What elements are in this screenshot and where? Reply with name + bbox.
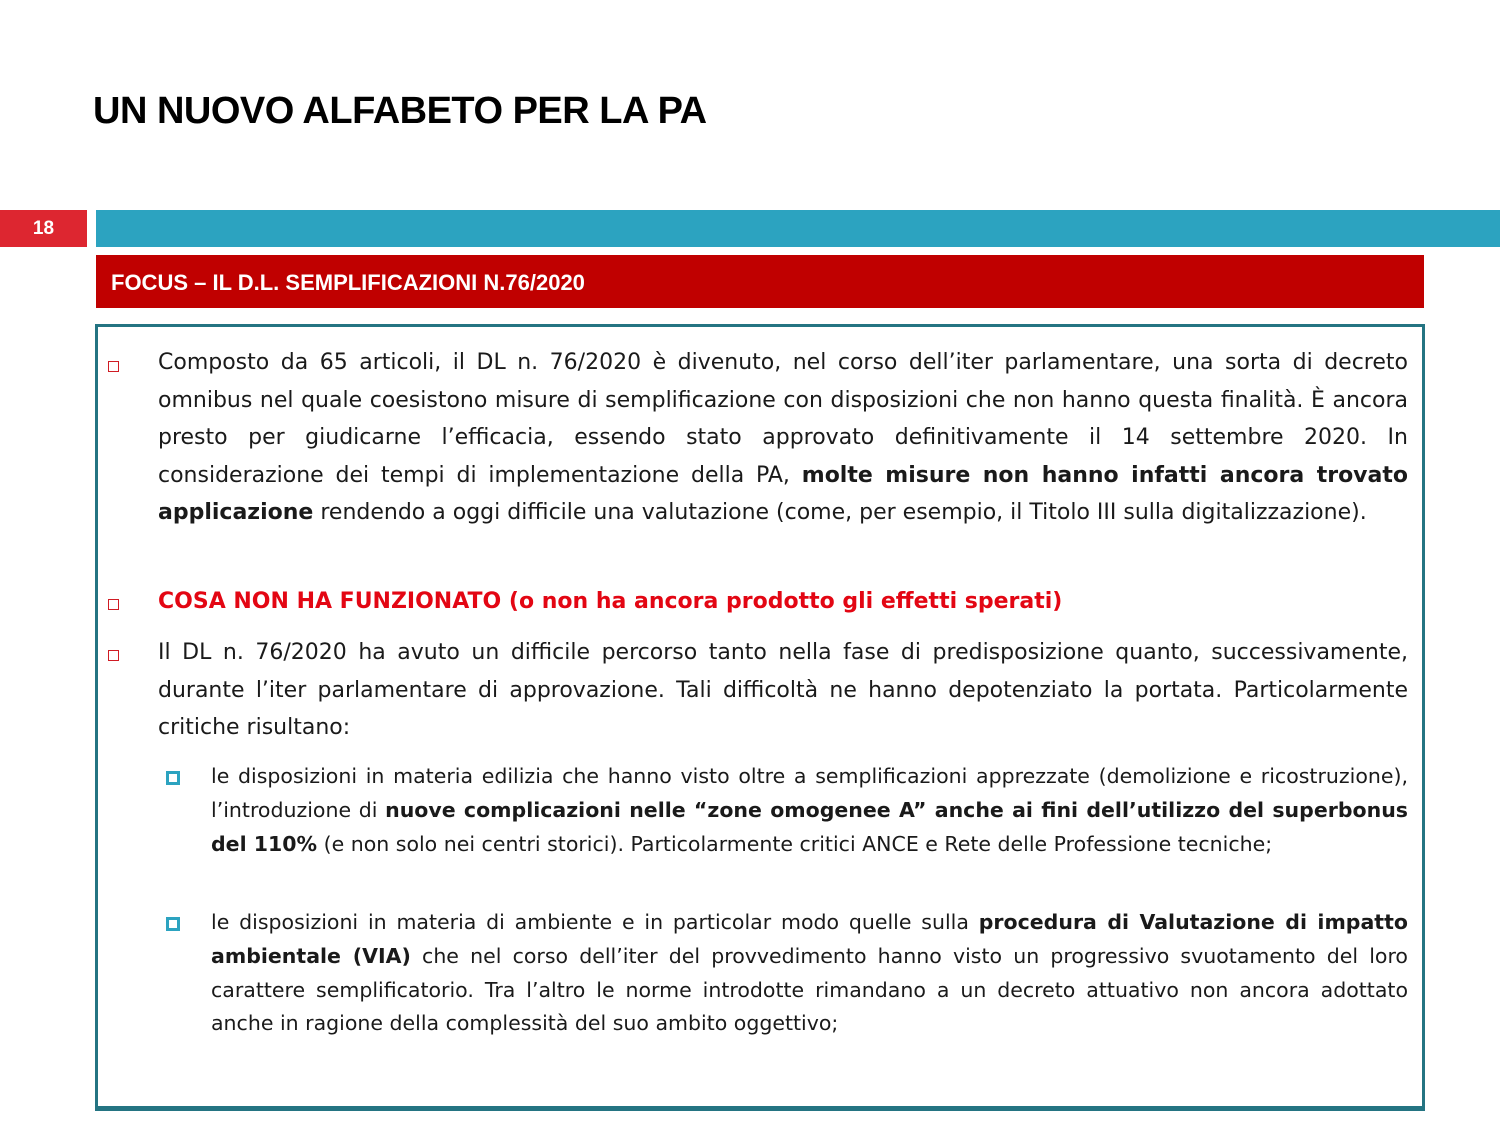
bullet-text: rendendo a oggi difficile una valutazione (come, per esempio, il Titolo III sulla digitalizzazione). [313,500,1367,525]
bullet-item-composition [158,344,1408,532]
filled-square-bullet-icon [166,771,180,785]
square-bullet-icon [108,650,119,661]
content-box [95,324,1425,1111]
bullet-text: Il DL n. 76/2020 ha avuto un difficile percorso tanto nella fase di predisposizione quanto, successivamente, durante l’iter parlamentare di approvazione. Tali difficoltà ne hanno depotenziato la portata. Particolarmente critiche risultano: [158,640,1408,740]
sub-item-text: le disposizioni in materia edilizia che hanno visto oltre a semplificazioni apprezzate (demolizione e ricostruzione), l’introduzione di [211,764,1408,822]
sub-item-bold-text: procedura di Valutazione di impatto ambientale (VIA) [211,910,1408,968]
sub-item-text: (e non solo nei centri storici). Particolarmente critici ANCE e Rete delle Professione tecniche; [317,831,1273,856]
bullet-text: Composto da 65 articoli, il DL n. 76/2020 è divenuto, nel corso dell’iter parlamentare, una sorta di decreto omnibus nel quale coesistono misure di semplificazione con disposizioni che non hanno questa finalità. È ancora presto per giudicarne l’efficacia, essendo stato approvato definitivamente il 14 settembre 2020. In considerazione dei tempi di implementazione della PA, [158,350,1408,488]
accent-bar [96,210,1500,247]
section-heading: COSA NON HA FUNZIONATO (o non ha ancora prodotto gli effetti sperati) [158,589,1063,614]
sub-item-text: che nel corso dell’iter del provvedimento hanno visto un progressivo svuotamento del loro carattere semplificatorio. Tra l’altro le norme introdotte rimandano a un decreto attuativo non ancora adottato anche in ragione della complessità del suo ambito oggettivo; [211,943,1408,1036]
square-bullet-icon [108,599,119,610]
page-number: 18 [0,210,87,247]
focus-heading-bar [96,255,1424,308]
bullet-item-what-failed [158,583,1408,621]
sub-item-environment [211,906,1408,1041]
sub-item-text: le disposizioni in materia di ambiente e in particolar modo quelle sulla [211,910,979,934]
focus-heading: FOCUS – IL D.L. SEMPLIFICAZIONI N.76/2020 [111,270,585,295]
sub-item-bold-text: nuove complicazioni nelle “zone omogenee A” anche ai fini dell’utilizzo del superbonus del 110% [211,797,1408,856]
filled-square-bullet-icon [166,917,180,931]
bullet-item-difficult-path [158,634,1408,747]
sub-item-building [211,760,1408,861]
slide-title: UN NUOVO ALFABETO PER LA PA [93,90,707,132]
square-bullet-icon [108,361,119,372]
bullet-bold-text: molte misure non hanno infatti ancora trovato applicazione [158,462,1408,525]
